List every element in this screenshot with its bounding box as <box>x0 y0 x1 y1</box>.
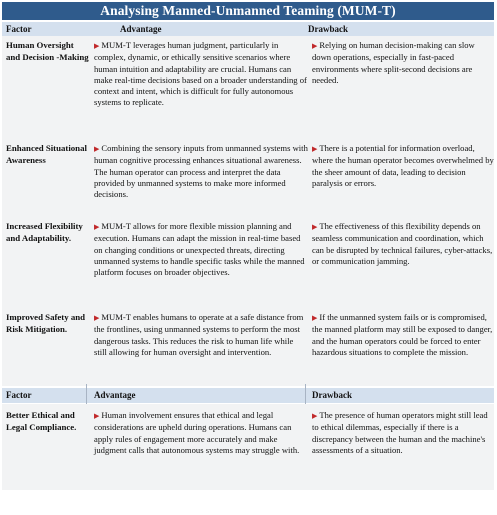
header-drawback: Drawback <box>308 24 348 34</box>
bullet-icon: ▶ <box>94 412 100 420</box>
drawback-cell: ▶ The effectiveness of this flexibility depends on seamless communication and coordination, which can be disrupted by technical failures, cyber-attacks, or communication jamming. <box>312 221 493 266</box>
bullet-icon: ▶ <box>94 314 100 322</box>
advantage-cell: ▶ MUM-T allows for more flexible mission planning and execution. Humans can adapt the mission in real-time based on changing conditions or unexpected threats, directing unmanned systems to handle specific tasks while the manned platform focuses on broader objectives. <box>94 221 305 278</box>
header-row <box>2 22 494 36</box>
bullet-icon: ▶ <box>94 42 100 50</box>
bullet-icon: ▶ <box>312 223 318 231</box>
header-advantage: Advantage <box>120 24 162 34</box>
bullet-icon: ▶ <box>312 145 318 153</box>
drawback-cell: ▶ Relying on human decision-making can slow down operations, especially in fast-paced environments where split-second decisions are needed. <box>312 40 475 85</box>
advantage-cell: ▶ MUM-T enables humans to operate at a safe distance from the frontlines, using unmanned systems to perform the most dangerous tasks. This reduces the risk to human life while still allowing for human oversight and intervention. <box>94 312 304 357</box>
column-divider <box>305 384 306 404</box>
bullet-icon: ▶ <box>312 42 318 50</box>
column-divider <box>86 384 87 404</box>
header-advantage: Advantage <box>94 390 136 400</box>
bullet-icon: ▶ <box>94 223 100 231</box>
header-drawback: Drawback <box>312 390 352 400</box>
advantage-cell: ▶ Human involvement ensures that ethical and legal considerations are upheld during operations. Humans can apply rules of engagement more accurately and make judgment calls that autonomous systems may struggle with. <box>94 410 300 455</box>
table-title: Analysing Manned-Unmanned Teaming (MUM-T) <box>2 2 494 20</box>
drawback-cell: ▶ There is a potential for information overload, where the human operator becomes overwhelmed by the sheer amount of data, leading to decision paralysis or errors. <box>312 143 494 188</box>
table-body <box>2 404 494 490</box>
drawback-cell: ▶ If the unmanned system fails or is compromised, the manned platform may still be exposed to danger, and the human operators could be forced to enter hazardous situations to complete the mission. <box>312 312 493 357</box>
bullet-icon: ▶ <box>94 145 100 153</box>
bullet-icon: ▶ <box>312 314 318 322</box>
factor-cell: Improved Safety and Risk Mitigation. <box>6 312 86 334</box>
advantage-cell: ▶ Combining the sensory inputs from unmanned systems with human cognitive processing enhances situational awareness. The human operator can process and interpret the data provided by unmanned systems to make more informed decisions. <box>94 143 308 200</box>
table-body <box>2 36 494 386</box>
factor-cell: Enhanced Situational Awareness <box>6 143 87 165</box>
header-row <box>2 388 494 403</box>
factor-cell: Human Oversight and Decision -Making <box>6 40 89 62</box>
header-factor: Factor <box>6 24 32 34</box>
drawback-cell: ▶ The presence of human operators might still lead to ethical dilemmas, especially if there is a discrepancy between the human and the machine's assessments of a situation. <box>312 410 488 455</box>
bullet-icon: ▶ <box>312 412 318 420</box>
header-factor: Factor <box>6 390 32 400</box>
factor-cell: Better Ethical and Legal Compliance. <box>6 410 77 432</box>
advantage-cell: ▶ MUM-T leverages human judgment, particularly in complex, dynamic, or ethically sensitive scenarios where human intuition and adaptability are crucial. Humans can make real-time decisions based on a broader understanding of context and intent, which is difficult for fully autonomous systems to replicate. <box>94 40 307 108</box>
factor-cell: Increased Flexibility and Adaptability. <box>6 221 83 243</box>
